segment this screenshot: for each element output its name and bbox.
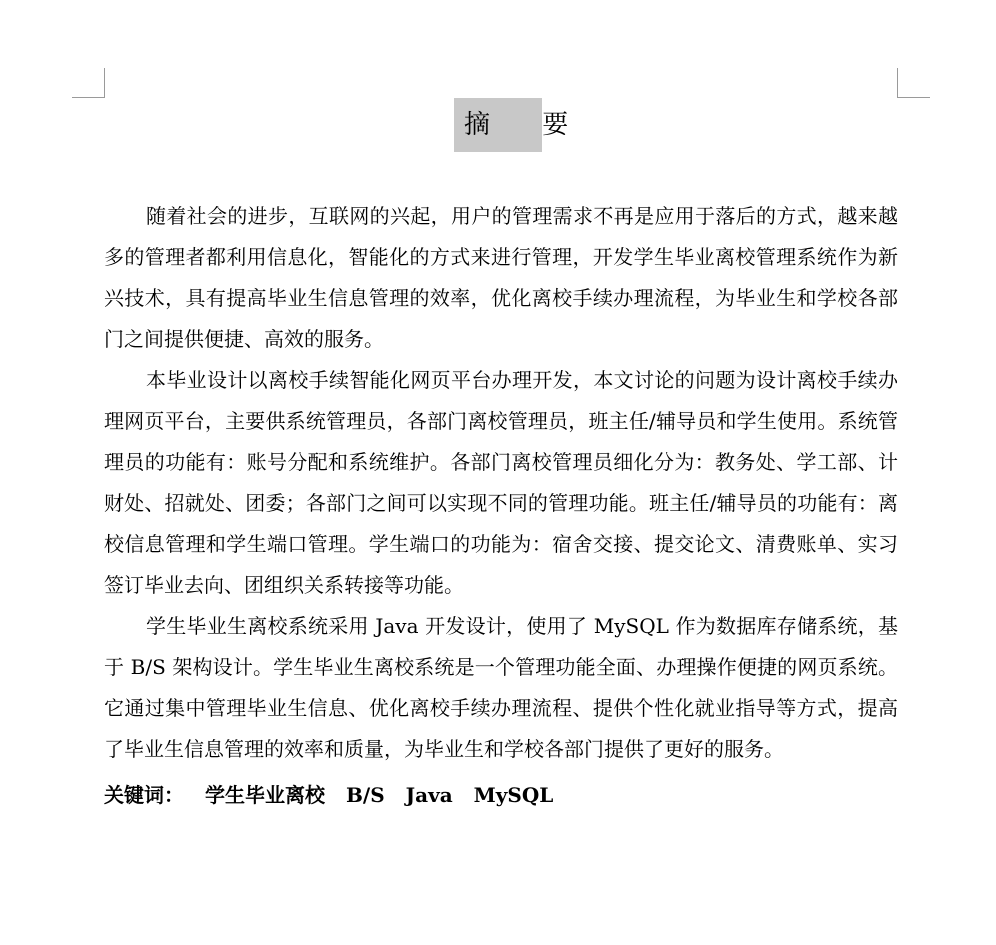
abstract-body	[104, 196, 898, 811]
paragraph-3: 学生毕业生离校系统采用 Java 开发设计，使用了 MySQL 作为数据库存储系统，基于 B/S 架构设计。学生毕业生离校系统是一个管理功能全面、办理操作便捷的网页系统。它通过集中管理毕业生信息、优化离校手续办理流程、提供个性化就业指导等方式，提高了毕业生信息管理的效率和质量，为毕业生和学校各部门提供了更好的服务。	[104, 614, 898, 761]
keyword-4: MySQL	[473, 783, 554, 807]
keywords-label: 关键词：	[104, 783, 184, 807]
title-container	[0, 98, 996, 152]
keyword-2: B/S	[346, 783, 385, 807]
paragraph-2: 本毕业设计以离校手续智能化网页平台办理开发，本文讨论的问题为设计离校手续办理网页平台，主要供系统管理员，各部门离校管理员，班主任/辅导员和学生使用。系统管理员的功能有：账号分配和系统维护。各部门离校管理员细化分为：教务处、学工部、计财处、招就处、团委；各部门之间可以实现不同的管理功能。班主任/辅导员的功能有：离校信息管理和学生端口管理。学生端口的功能为：宿舍交接、提交论文、清费账单、实习签订毕业去向、团组织关系转接等功能。	[104, 368, 898, 597]
keywords-line	[104, 779, 898, 811]
crop-mark-top-right	[897, 68, 930, 98]
keyword-3: Java	[405, 783, 453, 807]
abstract-title: 摘 要	[454, 98, 542, 152]
paragraph-1: 随着社会的进步，互联网的兴起，用户的管理需求不再是应用于落后的方式，越来越多的管理者都利用信息化，智能化的方式来进行管理，开发学生毕业离校管理系统作为新兴技术，具有提高毕业生信息管理的效率，优化离校手续办理流程，为毕业生和学校各部门之间提供便捷、高效的服务。	[104, 204, 898, 351]
keyword-1: 学生毕业离校	[205, 783, 325, 807]
crop-mark-top-left	[72, 68, 105, 98]
